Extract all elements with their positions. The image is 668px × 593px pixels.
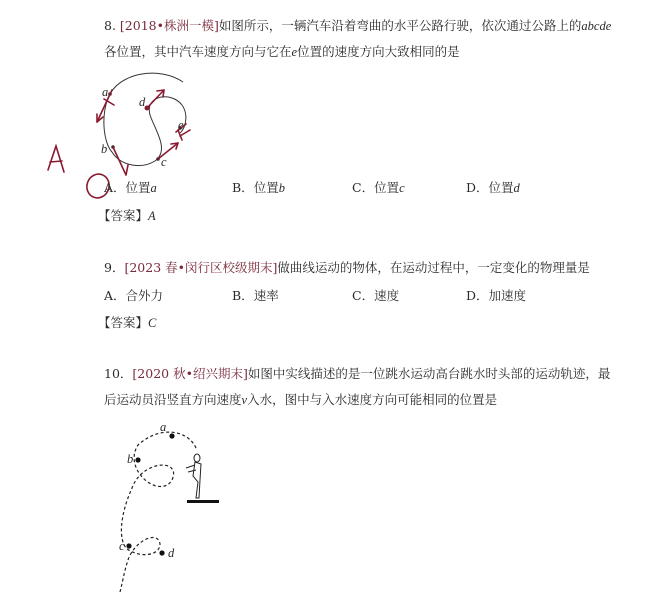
option-letter: D． [466,180,489,195]
option-letter: A． [104,180,126,195]
diver-icon [186,454,201,498]
q8-stem-text3: 位置的速度方向大致相同的是 [297,44,460,59]
q9-number: 9． [104,260,125,275]
option-var: a [150,181,157,195]
q9-source: [2023 春•闵行区校级期末] [124,260,278,275]
q8-source: [2018•株洲一模] [119,18,219,33]
q10-label-d: d [168,546,175,560]
option-text: 速率 [253,288,279,303]
q8-number: 8. [104,18,116,33]
option-text: 位置 [125,180,151,195]
q8-stem-text2: 各位置，其中汽车速度方向与它在 [104,44,292,59]
option-letter: A． [104,288,126,303]
answer-value: C [148,316,157,330]
answer-label: 【答案】 [98,208,149,223]
q10-stem-var: v [241,393,248,407]
option-text: 位置 [253,180,279,195]
q8-label-d: d [139,95,146,109]
option-letter: C． [352,180,375,195]
q10-label-b: b [127,452,134,466]
option-letter: C． [352,288,375,303]
q9-stem-text: 做曲线运动的物体，在运动过程中，一定变化的物理量是 [277,260,590,275]
q8-label-b: b [101,142,108,156]
option-text: 位置 [488,180,514,195]
answer-value: A [148,209,156,223]
q8-label-a: a [102,85,109,99]
q10-stem-text2: 后运动员沿竖直方向速度 [104,392,242,407]
option-var: d [513,181,520,195]
q10-stem-text: 如图中实线描述的是一位跳水运动高台跳水时头部的运动轨迹，最 [247,366,611,381]
q8-stem-text: 如图所示，一辆汽车沿着弯曲的水平公路行驶，依次通过公路上的 [218,18,582,33]
q8-label-c: c [161,155,167,169]
option-text: 速度 [374,288,400,303]
q8-stem-var2: e [291,45,298,59]
option-letter: B． [232,180,254,195]
option-text: 合外力 [125,288,164,303]
diving-board [187,500,219,503]
q10-number: 10． [104,366,133,381]
q10-source: [2020 秋•绍兴期末] [132,366,248,381]
option-letter: B． [232,288,254,303]
answer-label: 【答案】 [98,315,149,330]
option-text: 位置 [374,180,400,195]
option-text: 加速度 [488,288,527,303]
q10-stem-text3: 入水，图中与入水速度方向可能相同的位置是 [247,392,498,407]
q10-label-c: c [119,539,125,553]
option-letter: D． [466,288,489,303]
q8-stem-var: abcde [581,19,612,33]
option-var: b [278,181,285,195]
q8-label-e: e [178,118,184,132]
q10-label-a: a [160,420,167,434]
option-var: c [399,181,405,195]
